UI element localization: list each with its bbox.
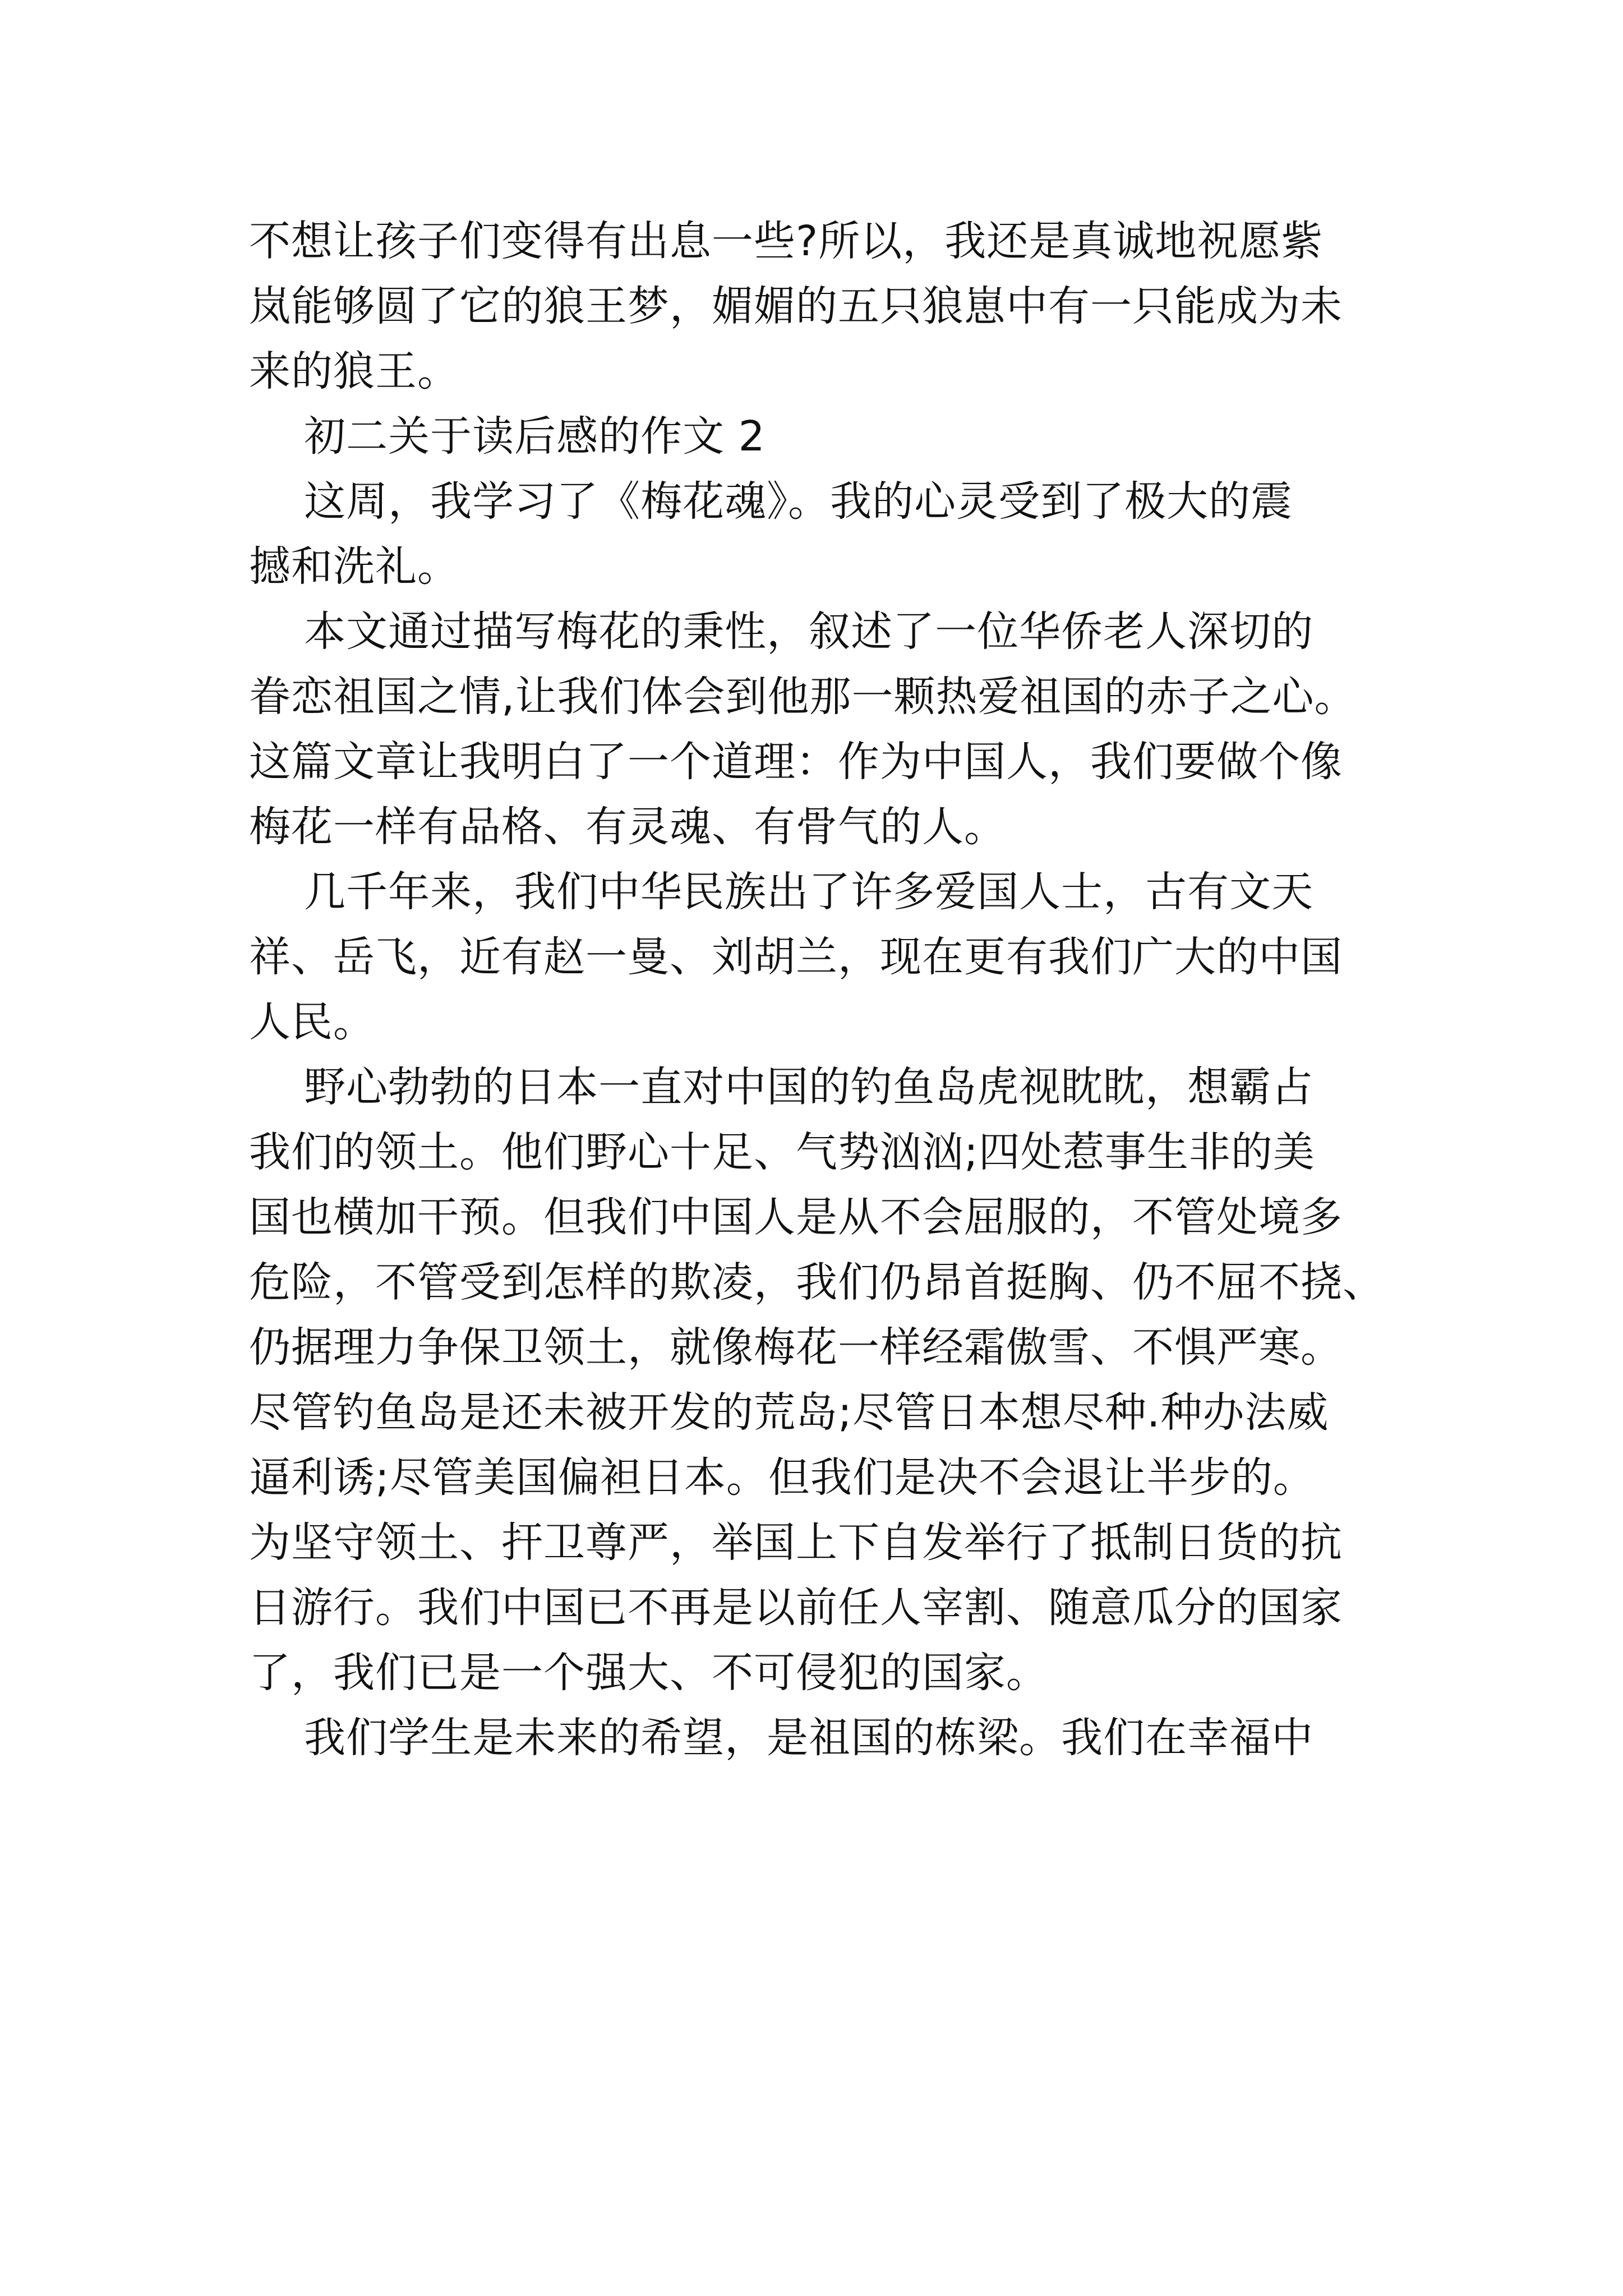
section-heading: 初二关于读后感的作文 2 <box>249 412 766 461</box>
text-line: 梅花一样有品格、有灵魂、有骨气的人。 <box>249 803 1006 851</box>
text-line: 几千年来，我们中华民族出了许多爱国人士，古有文天 <box>249 868 1314 916</box>
text-line: 国也横加干预。但我们中国人是从不会屈服的，不管处境多 <box>249 1193 1343 1241</box>
text-line: 野心勃勃的日本一直对中国的钓鱼岛虎视眈眈，想霸占 <box>249 1063 1314 1111</box>
text-line: 我们学生是未来的希望，是祖国的栋梁。我们在幸福中 <box>249 1714 1314 1762</box>
text-line: 岚能够圆了它的狼王梦，媚媚的五只狼崽中有一只能成为未 <box>249 282 1343 330</box>
text-line: 撼和洗礼。 <box>249 542 459 591</box>
text-line: 逼利诱;尽管美国偏袒日本。但我们是决不会退让半步的。 <box>249 1453 1315 1502</box>
text-line: 为坚守领土、扞卫尊严，举国上下自发举行了抵制日货的抗 <box>249 1519 1343 1567</box>
text-line: 仍据理力争保卫领土，就像梅花一样经霜傲雪、不惧严寒。 <box>249 1323 1343 1372</box>
text-line: 来的狼王。 <box>249 347 459 395</box>
text-line: 这周，我学习了《梅花魂》。我的心灵受到了极大的震 <box>249 477 1293 526</box>
text-line: 不想让孩子们变得有出息一些?所以，我还是真诚地祝愿紫 <box>249 217 1324 265</box>
text-line: 人民。 <box>249 998 375 1046</box>
text-line: 我们的领土。他们野心十足、气势汹汹;四处惹事生非的美 <box>249 1128 1315 1176</box>
text-line: 眷恋祖国之情,让我们体会到他那一颗热爱祖国的赤子之心。 <box>249 673 1357 721</box>
text-line: 危险，不管受到怎样的欺凌，我们仍昂首挺胸、仍不屈不挠、 <box>249 1258 1385 1306</box>
text-line: 本文通过描写梅花的秉性，叙述了一位华侨老人深切的 <box>249 608 1314 656</box>
text-line: 这篇文章让我明白了一个道理：作为中国人，我们要做个像 <box>249 738 1343 786</box>
text-line: 祥、岳飞，近有赵一曼、刘胡兰，现在更有我们广大的中国 <box>249 933 1343 981</box>
body-text <box>249 209 1393 1770</box>
text-line: 日游行。我们中国已不再是以前任人宰割、随意瓜分的国家 <box>249 1584 1343 1632</box>
text-line: 尽管钓鱼岛是还未被开发的荒岛;尽管日本想尽种.种办法威 <box>249 1388 1329 1437</box>
text-line: 了，我们已是一个强大、不可侵犯的国家。 <box>249 1649 1048 1697</box>
